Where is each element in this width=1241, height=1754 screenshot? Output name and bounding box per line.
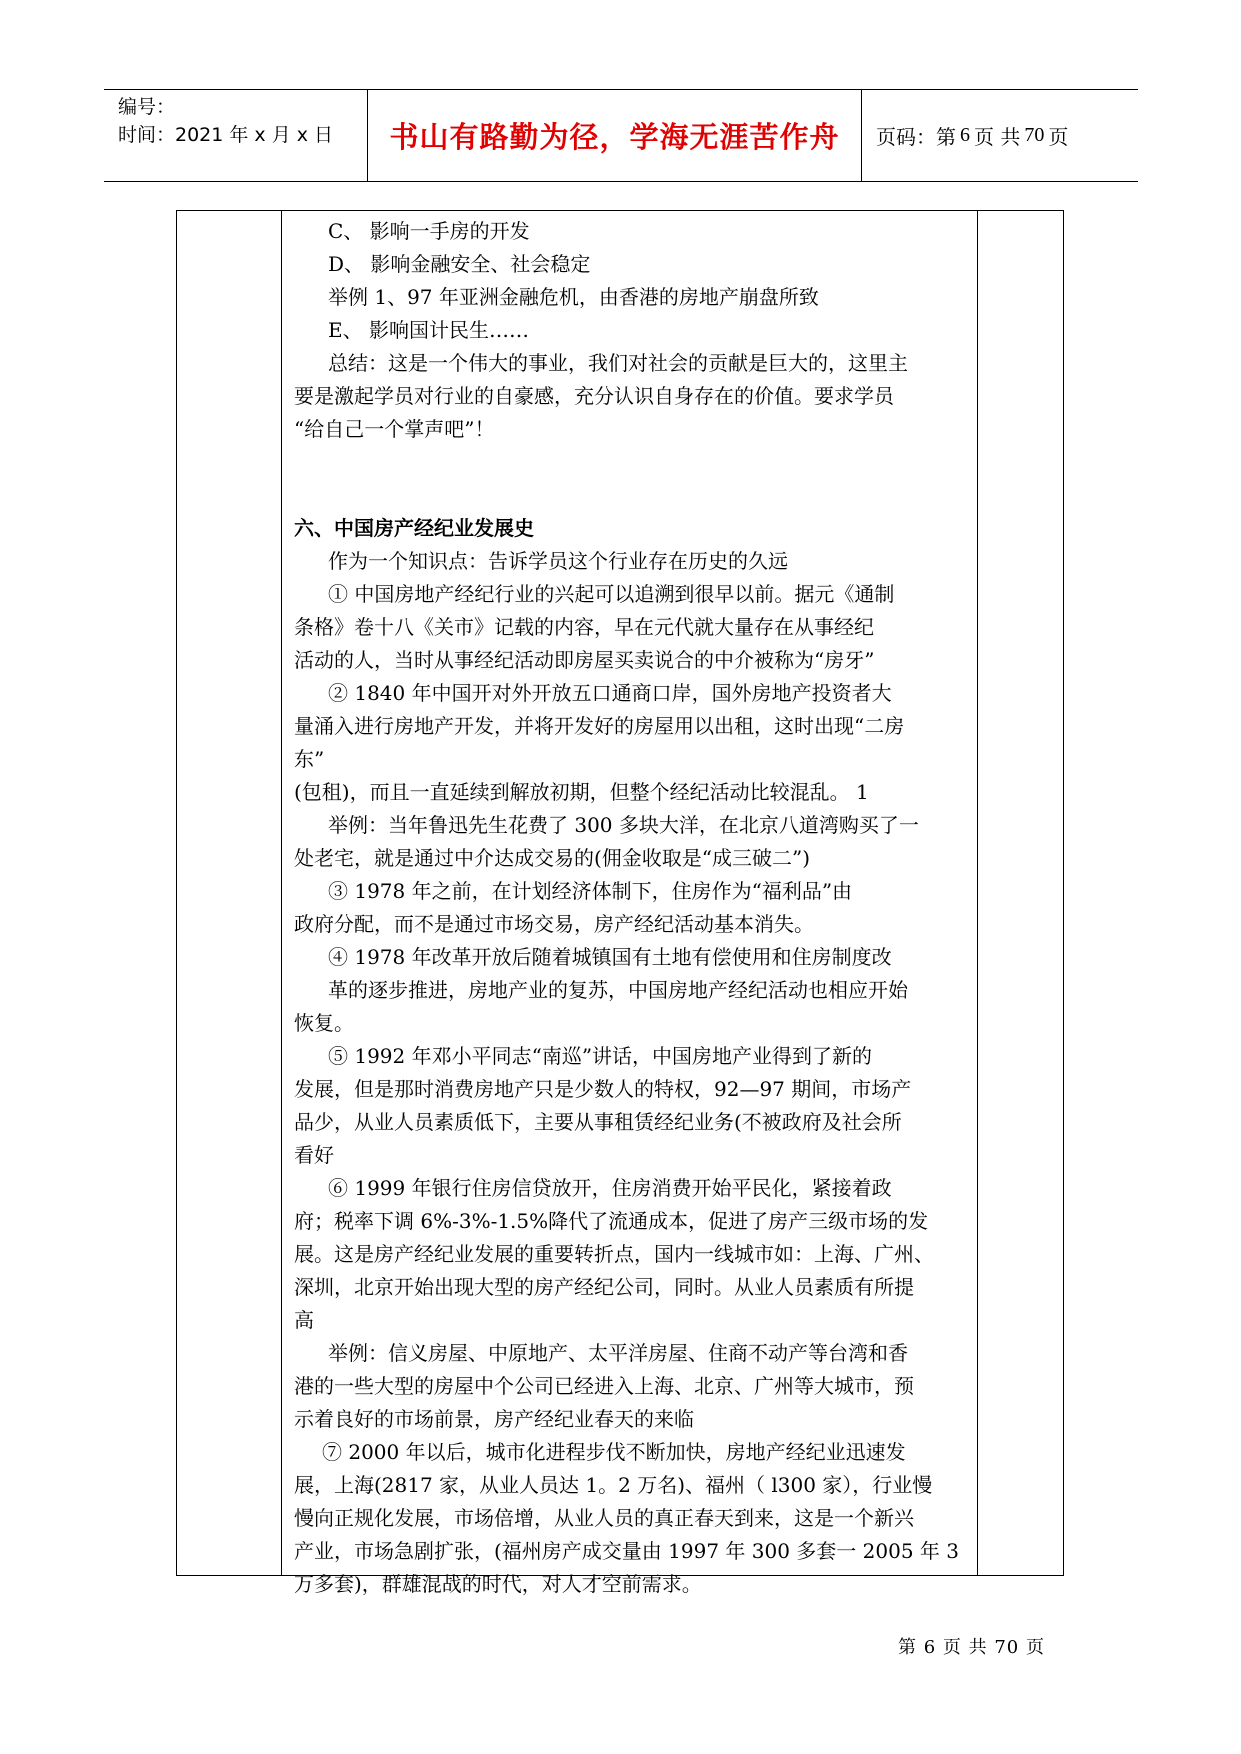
table-right-column [977, 211, 1063, 1575]
text-line: 展，上海(2817 家，从业人员达 1。2 万名)、福州（ l300 家），行业慢 [294, 1473, 933, 1497]
page-suffix: 页 [1048, 125, 1069, 149]
text-line: ⑤ 1992 年邓小平同志“南巡”讲话，中国房地产业得到了新的 [328, 1044, 873, 1068]
text-line: 举例：信义房屋、中原地产、太平洋房屋、住商不动产等台湾和香 [328, 1341, 908, 1365]
text-line: 革的逐步推进，房地产业的复苏，中国房地产经纪活动也相应开始 [328, 978, 908, 1002]
header-meta-cell [104, 90, 368, 181]
text-line: 慢向正规化发展，市场倍增，从业人员的真正春天到来，这是一个新兴 [294, 1506, 914, 1530]
text-line: D、 影响金融安全、社会稳定 [328, 252, 591, 276]
text-line: E、 影响国计民生…… [328, 318, 529, 342]
header-motto-cell [368, 90, 862, 181]
table-content-column [282, 211, 977, 1596]
document-number-label: 编号： [118, 96, 176, 118]
text-line: 港的一些大型的房屋中个公司已经进入上海、北京、广州等大城市，预 [294, 1374, 914, 1398]
header-page-cell [862, 90, 1138, 181]
text-line: ③ 1978 年之前，在计划经济体制下，住房作为“福利品”由 [328, 879, 853, 903]
text-line: C、 影响一手房的开发 [328, 219, 530, 243]
text-line: 要是激起学员对行业的自豪感，充分认识自身存在的价值。要求学员 [294, 384, 894, 408]
text-line: 举例 1、97 年亚洲金融危机，由香港的房地产崩盘所致 [328, 285, 819, 309]
text-line: 高 [294, 1308, 314, 1332]
document-date: 时间：2021 年 x 月 x 日 [118, 124, 334, 146]
text-line: 看好 [294, 1143, 334, 1167]
text-line: ⑦ 2000 年以后，城市化进程步伐不断加快，房地产经纪业迅速发 [322, 1440, 906, 1464]
text-line: ① 中国房地产经纪行业的兴起可以追溯到很早以前。据元《通制 [328, 582, 895, 606]
text-line: 深圳，北京开始出现大型的房产经纪公司，同时。从业人员素质有所提 [294, 1275, 914, 1299]
text-line: 量涌入进行房地产开发，并将开发好的房屋用以出租，这时出现“二房 [294, 714, 905, 738]
text-line: ② 1840 年中国开对外开放五口通商口岸，国外房地产投资者大 [328, 681, 892, 705]
content-table [176, 210, 1064, 1596]
page-footer: 第 6 页 共 70 页 [898, 1637, 1045, 1658]
text-line: 产业，市场急剧扩张，(福州房产成交量由 1997 年 300 多套一 2005 年 3 [294, 1539, 959, 1563]
text-line: “给自己一个掌声吧”！ [294, 417, 495, 441]
text-line: ⑥ 1999 年银行住房信贷放开，住房消费开始平民化，紧接着政 [328, 1176, 892, 1200]
text-line: (包租)，而且一直延续到解放初期，但整个经纪活动比较混乱。 1 [294, 780, 869, 804]
text-line: 恢复。 [294, 1011, 354, 1035]
text-line: 活动的人，当时从事经纪活动即房屋买卖说合的中介被称为“房牙” [294, 648, 875, 672]
text-line: 政府分配，而不是通过市场交易，房产经纪活动基本消失。 [294, 912, 814, 936]
text-line: 展。这是房产经纪业发展的重要转折点，国内一线城市如：上海、广州、 [294, 1242, 934, 1266]
text-line: 作为一个知识点：告诉学员这个行业存在历史的久远 [328, 549, 788, 573]
page-total: 70 [1024, 124, 1045, 146]
text-line: 品少，从业人员素质低下，主要从事租赁经纪业务(不被政府及社会所 [294, 1110, 902, 1134]
table-left-column [177, 211, 282, 1575]
page-prefix: 页码：第 [876, 125, 956, 149]
header-motto: 书山有路勤为径，学海无涯苦作舟 [389, 120, 840, 154]
text-line: ④ 1978 年改革开放后随着城镇国有土地有偿使用和住房制度改 [328, 945, 892, 969]
text-line: 发展，但是那时消费房地产只是少数人的特权，92—97 期间，市场产 [294, 1077, 912, 1101]
text-line: 处老宅，就是通过中介达成交易的(佣金收取是“成三破二”) [294, 846, 811, 870]
page-header [104, 89, 1138, 182]
page-current: 6 [960, 124, 970, 146]
text-line: 条格》卷十八《关市》记载的内容，早在元代就大量存在从事经纪 [294, 615, 874, 639]
text-line: 东” [294, 747, 325, 771]
text-line: 举例：当年鲁迅先生花费了 300 多块大洋，在北京八道湾购买了一 [328, 813, 919, 837]
page-mid: 页 共 [974, 125, 1021, 149]
text-line: 万多套)，群雄混战的时代，对人才空前需求。 [294, 1572, 702, 1596]
text-line: 总结：这是一个伟大的事业，我们对社会的贡献是巨大的，这里主 [328, 351, 908, 375]
text-line: 示着良好的市场前景，房产经纪业春天的来临 [294, 1407, 694, 1431]
text-line: 府；税率下调 6%-3%-1.5%降代了流通成本，促进了房产三级市场的发 [294, 1209, 929, 1233]
section-heading: 六、中国房产经纪业发展史 [294, 516, 534, 540]
